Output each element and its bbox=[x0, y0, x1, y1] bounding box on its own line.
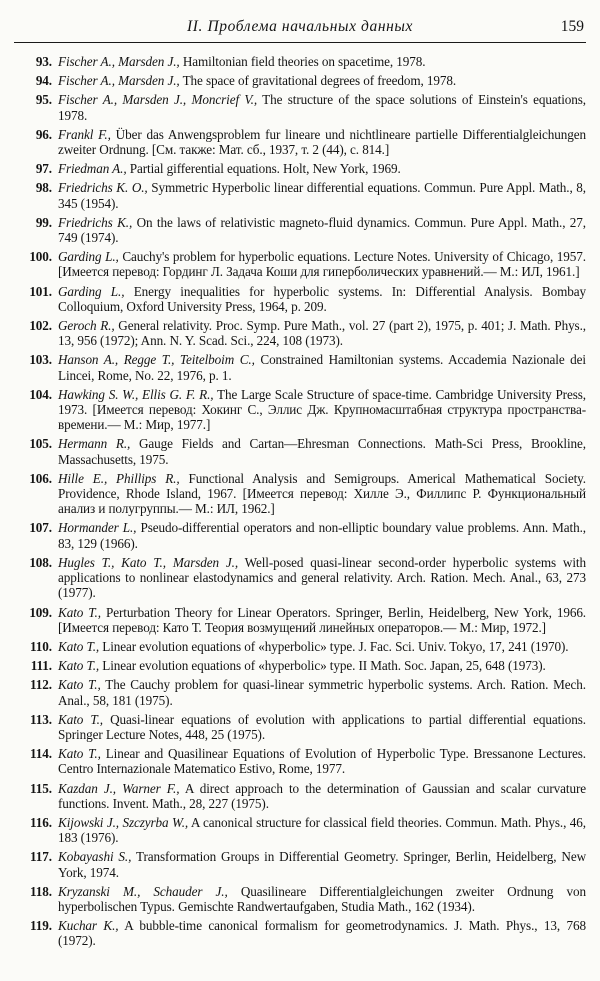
reference-text bbox=[58, 127, 586, 157]
reference-text bbox=[58, 520, 586, 550]
reference-authors: Garding L., bbox=[58, 249, 119, 265]
reference-number: 94. bbox=[35, 73, 52, 89]
reference-authors: Hormander L., bbox=[58, 520, 137, 536]
reference-number: 97. bbox=[35, 161, 52, 177]
running-header bbox=[14, 14, 586, 43]
reference-authors: Kazdan J., Warner F., bbox=[58, 780, 180, 796]
reference-authors: Friedrichs K., bbox=[58, 214, 133, 230]
reference-authors: Hugles T., Kato T., Marsden J., bbox=[58, 554, 239, 570]
reference-item bbox=[14, 658, 586, 673]
reference-authors: Kijowski J., Szczyrba W., bbox=[58, 814, 189, 830]
reference-number: 113. bbox=[30, 711, 52, 727]
reference-text bbox=[58, 555, 586, 601]
reference-item bbox=[14, 92, 586, 122]
reference-item bbox=[14, 605, 586, 635]
reference-item bbox=[14, 884, 586, 914]
reference-number: 102. bbox=[29, 318, 52, 334]
reference-citation: Quasi-linear equations of evolution with applications to partial differential equations. Springer Lecture Notes, 448, 25 (1975). bbox=[58, 711, 587, 742]
reference-text bbox=[58, 92, 586, 122]
reference-text bbox=[58, 73, 586, 88]
reference-authors: Hanson A., Regge T., Teitelboim C., bbox=[58, 352, 255, 368]
reference-authors: Hawking S. W., Ellis G. F. R., bbox=[58, 386, 214, 402]
reference-authors: Kato T., bbox=[58, 638, 100, 654]
reference-citation: A canonical structure for classical field theories. Commun. Math. Phys., 46, 183 (1976). bbox=[58, 814, 586, 846]
reference-item bbox=[14, 318, 586, 348]
reference-citation: Partial gifferential equations. Holt, New York, 1969. bbox=[126, 161, 401, 177]
reference-citation: Cauchy's problem for hyperbolic equations. Lecture Notes. University of Chicago, 1957. [Имеется перевод: Гординг Л. Задача Коши для гиперболических уравнений.— М.: ИЛ, 1961.] bbox=[58, 249, 586, 280]
reference-text bbox=[58, 918, 586, 948]
reference-number: 119. bbox=[30, 918, 52, 934]
reference-item bbox=[14, 815, 586, 845]
reference-text bbox=[58, 639, 586, 654]
reference-authors: Kato T., bbox=[58, 677, 101, 693]
reference-number: 98. bbox=[35, 180, 52, 196]
reference-number: 95. bbox=[35, 92, 52, 108]
reference-item bbox=[14, 249, 586, 279]
reference-citation: Linear evolution equations of «hyperbolic» type. II Math. Soc. Japan, 25, 648 (1973). bbox=[99, 658, 546, 674]
reference-item bbox=[14, 284, 586, 314]
reference-item bbox=[14, 180, 586, 210]
reference-citation: Linear and Quasilinear Equations of Evolution of Hyperbolic Type. Bressanone Lectures. Centro Internazionale Matematico Estivo, Rome, 1977. bbox=[58, 746, 587, 777]
reference-number: 117. bbox=[30, 849, 52, 865]
reference-authors: Kato T., bbox=[58, 658, 100, 674]
reference-text bbox=[58, 815, 586, 845]
reference-number: 108. bbox=[29, 554, 52, 570]
reference-number: 111. bbox=[30, 658, 52, 674]
reference-number: 115. bbox=[30, 780, 52, 796]
reference-authors: Kato T., bbox=[58, 746, 101, 762]
reference-number: 118. bbox=[30, 883, 52, 899]
reference-number: 105. bbox=[29, 436, 52, 452]
reference-number: 99. bbox=[35, 214, 52, 230]
reference-number: 112. bbox=[30, 677, 52, 693]
reference-text bbox=[58, 318, 586, 348]
reference-authors: Garding L., bbox=[58, 283, 125, 299]
reference-item bbox=[14, 471, 586, 517]
reference-citation: Hamiltonian field theories on spacetime, 1978. bbox=[179, 54, 426, 69]
reference-item bbox=[14, 73, 586, 88]
reference-citation: On the laws of relativistic magneto-fluid dynamics. Commun. Pure Appl. Math., 27, 749 (1974). bbox=[58, 214, 586, 246]
reference-item bbox=[14, 677, 586, 707]
reference-authors: Geroch R., bbox=[58, 318, 115, 334]
reference-item bbox=[14, 555, 586, 601]
reference-authors: Fischer A., Marsden J., bbox=[58, 73, 180, 89]
reference-authors: Hermann R., bbox=[58, 436, 131, 452]
reference-citation: Functional Analysis and Semigroups. Americal Mathematical Society. Providence, Rhode Island, 1967. [Имеется перевод: Хилле Э., Филлипс Р. Функциональный анализ и полугруппы.— М.: ИЛ, 1962.] bbox=[58, 470, 587, 517]
reference-citation: A direct approach to the determination of Gaussian and scalar curvature functions. Invent. Math., 28, 227 (1975). bbox=[58, 780, 586, 811]
reference-number: 93. bbox=[35, 54, 52, 69]
reference-number: 106. bbox=[29, 470, 52, 486]
reference-text bbox=[58, 712, 586, 742]
reference-text bbox=[58, 849, 586, 879]
reference-text bbox=[58, 677, 586, 707]
reference-number: 114. bbox=[30, 746, 52, 762]
reference-text bbox=[58, 436, 586, 466]
reference-citation: Quasilineare Differentialgleichungen zweiter Ordnung von hyperbolischen Typus. Gemischte Randwertaufgaben, Studia Math., 162 (1934). bbox=[58, 883, 586, 914]
reference-item bbox=[14, 54, 586, 69]
reference-number: 103. bbox=[29, 352, 52, 368]
reference-number: 100. bbox=[29, 249, 52, 265]
reference-item bbox=[14, 746, 586, 776]
reference-citation: The space of gravitational degrees of freedom, 1978. bbox=[179, 73, 457, 89]
reference-number: 116. bbox=[30, 814, 52, 830]
reference-text bbox=[58, 54, 586, 69]
reference-citation: General relativity. Proc. Symp. Pure Math., vol. 27 (part 2), 1975, p. 401; J. Math. Phys., 13, 956 (1972); Ann. N. Y. Scad. Sci., 224, 108 (1973). bbox=[58, 318, 586, 349]
reference-authors: Frankl F., bbox=[58, 126, 111, 142]
reference-item bbox=[14, 781, 586, 811]
reference-item bbox=[14, 639, 586, 654]
reference-number: 109. bbox=[29, 604, 52, 620]
reference-text bbox=[58, 884, 586, 914]
reference-list bbox=[14, 54, 586, 953]
header-title: II. Проблема начальных данных bbox=[186, 18, 413, 35]
reference-item bbox=[14, 520, 586, 550]
reference-text bbox=[58, 249, 586, 279]
reference-text bbox=[58, 781, 586, 811]
reference-item bbox=[14, 918, 586, 948]
reference-text bbox=[58, 605, 586, 635]
reference-item bbox=[14, 387, 586, 433]
reference-citation: Symmetric Hyperbolic linear differential equations. Commun. Pure Appl. Math., 8, 345 (1954). bbox=[58, 180, 586, 211]
reference-number: 101. bbox=[29, 283, 52, 299]
reference-text bbox=[58, 387, 586, 433]
reference-citation: Über das Anwengsproblem fur lineare und nichtlineare partielle Differentialgleichungen zweiter Ordnung. [См. также: Мат. сб., 1937, т. 2 (44), с. 814.] bbox=[58, 126, 586, 158]
reference-authors: Kato T., bbox=[58, 604, 101, 620]
reference-citation: Transformation Groups in Differential Geometry. Springer, Berlin, Heidelberg, New York, 1974. bbox=[58, 849, 586, 880]
reference-number: 96. bbox=[35, 126, 52, 142]
reference-citation: The Cauchy problem for quasi-linear symmetric hyperbolic systems. Arch. Ration. Mech. Anal., 58, 181 (1975). bbox=[58, 677, 587, 708]
reference-text bbox=[58, 352, 586, 382]
reference-citation: The structure of the space solutions of Einstein's equations, 1978. bbox=[58, 92, 587, 123]
reference-item bbox=[14, 712, 586, 742]
reference-citation: Constrained Hamiltonian systems. Accademia Nazionale dei Lincei, Rome, No. 22, 1976, p. 1. bbox=[58, 352, 586, 383]
reference-number: 107. bbox=[29, 520, 52, 536]
reference-item bbox=[14, 127, 586, 157]
page-number: 159 bbox=[560, 18, 584, 35]
reference-authors: Fischer A., Marsden J., Moncrief V., bbox=[58, 92, 258, 108]
reference-citation: The Large Scale Structure of space-time. Cambridge University Press, 1973. [Имеется перевод: Хокинг С., Эллис Дж. Крупномасштабная структура пространства-времени.— М.: Мир, 1977.] bbox=[58, 386, 586, 433]
reference-item bbox=[14, 436, 586, 466]
reference-authors: Fischer A., Marsden J., bbox=[58, 54, 180, 69]
reference-text bbox=[58, 161, 586, 176]
reference-authors: Kato T., bbox=[58, 711, 104, 727]
reference-citation: A bubble-time canonical formalism for geometrodynamics. J. Math. Phys., 13, 768 (1972). bbox=[58, 918, 587, 949]
reference-text bbox=[58, 284, 586, 314]
reference-citation: Gauge Fields and Cartan—Ehresman Connections. Math-Sci Press, Brookline, Massachusetts, 1975. bbox=[58, 436, 586, 467]
reference-text bbox=[58, 180, 586, 210]
reference-item bbox=[14, 161, 586, 176]
reference-authors: Kryzanski M., Schauder J., bbox=[58, 883, 228, 899]
reference-text bbox=[58, 658, 586, 673]
reference-authors: Hille E., Phillips R., bbox=[58, 470, 180, 486]
reference-citation: Pseudo-differential operators and non-elliptic boundary value problems. Ann. Math., 83, 129 (1966). bbox=[58, 520, 586, 551]
reference-item bbox=[14, 352, 586, 382]
reference-citation: Linear evolution equations of «hyperbolic» type. J. Fac. Sci. Univ. Tokyo, 17, 241 (1970). bbox=[99, 638, 569, 654]
reference-citation: Perturbation Theory for Linear Operators. Springer, Berlin, Heidelberg, New York, 1966. [Имеется перевод: Като Т. Теория возмущений линейных операторов.— М.: Мир, 1972.] bbox=[58, 604, 587, 635]
reference-number: 110. bbox=[30, 638, 52, 654]
reference-authors: Friedrichs K. O., bbox=[58, 180, 148, 196]
reference-item bbox=[14, 849, 586, 879]
reference-text bbox=[58, 746, 586, 776]
reference-number: 104. bbox=[29, 386, 52, 402]
reference-authors: Friedman A., bbox=[58, 161, 127, 177]
reference-authors: Kobayashi S., bbox=[58, 849, 132, 865]
reference-item bbox=[14, 215, 586, 245]
reference-citation: Energy inequalities for hyperbolic systems. In: Differential Analysis. Bombay Colloquium, Oxford University Press, 1964, p. 209. bbox=[58, 283, 586, 314]
reference-text bbox=[58, 471, 586, 517]
reference-text bbox=[58, 215, 586, 245]
reference-authors: Kuchar K., bbox=[58, 918, 119, 934]
reference-citation: Well-posed quasi-linear second-order hyperbolic systems with applications to nonlinear elastodynamics and general relativity. Arch. Ration. Mech. Anal., 63, 273 (1977). bbox=[58, 554, 586, 601]
